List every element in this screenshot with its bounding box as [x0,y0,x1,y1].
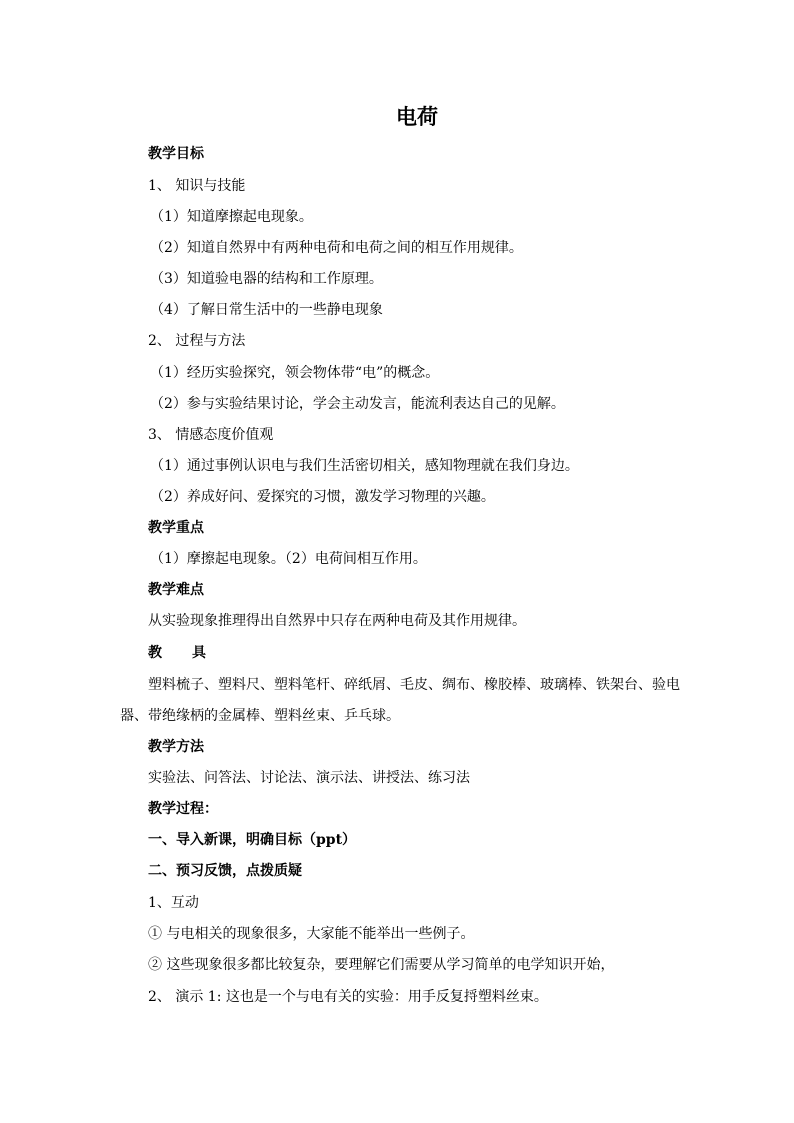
heading-key-points: 教学重点 [148,520,204,536]
key-points-text: （1）摩擦起电现象。（2）电荷间相互作用。 [150,551,427,567]
goal-1-item-2: （2）知道自然界中有两种电荷和电荷之间的相互作用规律。 [150,240,523,256]
goal-1-item-4: （4）了解日常生活中的一些静电现象 [150,302,383,318]
heading-teaching-aids [148,643,206,663]
goal-section-3: 3、 情感态度价值观 [148,427,274,443]
process-sub-1: 1、互动 [148,895,199,911]
heading-teaching-goals: 教学目标 [148,146,204,162]
teaching-methods-text: 实验法、问答法、讨论法、演示法、讲授法、练习法 [148,770,470,786]
document-title: 电荷 [396,105,438,129]
goal-2-item-2: （2）参与实验结果讨论，学会主动发言，能流利表达自己的见解。 [150,396,565,412]
heading-teaching-methods: 教学方法 [148,739,204,755]
heading-teaching-aids-char-2: 具 [192,645,206,661]
heading-teaching-process: 教学过程： [148,801,218,817]
goal-3-item-1: （1）通过事例认识电与我们生活密切相关，感知物理就在我们身边。 [150,458,579,474]
process-sub-2: 2、 演示 1: 这也是一个与电有关的实验：用手反复捋塑料丝束。 [148,989,548,1005]
process-step-2: 二、预习反馈，点拨质疑 [148,863,302,879]
teaching-aids-line-2: 器、带绝缘柄的金属棒、塑料丝束、乒乓球。 [120,708,400,724]
difficulties-text: 从实验现象推理得出自然界中只存在两种电荷及其作用规律。 [148,613,526,629]
goal-section-1: 1、 知识与技能 [148,178,246,194]
process-step-1: 一、导入新课，明确目标（ppt） [148,832,357,848]
process-sub-1-item-2: ② 这些现象很多都比较复杂，要理解它们需要从学习简单的电学知识开始， [148,957,615,973]
goal-1-item-3: （3）知道验电器的结构和工作原理。 [150,271,383,287]
process-sub-1-item-1: ① 与电相关的现象很多，大家能不能举出一些例子。 [148,926,475,942]
goal-1-item-1: （1）知道摩擦起电现象。 [150,209,313,225]
goal-2-item-1: （1）经历实验探究，领会物体带“电”的概念。 [150,365,440,381]
goal-section-2: 2、 过程与方法 [148,333,246,349]
teaching-aids-line-1: 塑料梳子、塑料尺、塑料笔杆、碎纸屑、毛皮、绸布、橡胶棒、玻璃棒、铁架台、验电 [148,677,680,693]
heading-difficulties: 教学难点 [148,582,204,598]
goal-3-item-2: （2）养成好问、爱探究的习惯，激发学习物理的兴趣。 [150,489,495,505]
heading-teaching-aids-char-1: 教 [148,645,162,661]
